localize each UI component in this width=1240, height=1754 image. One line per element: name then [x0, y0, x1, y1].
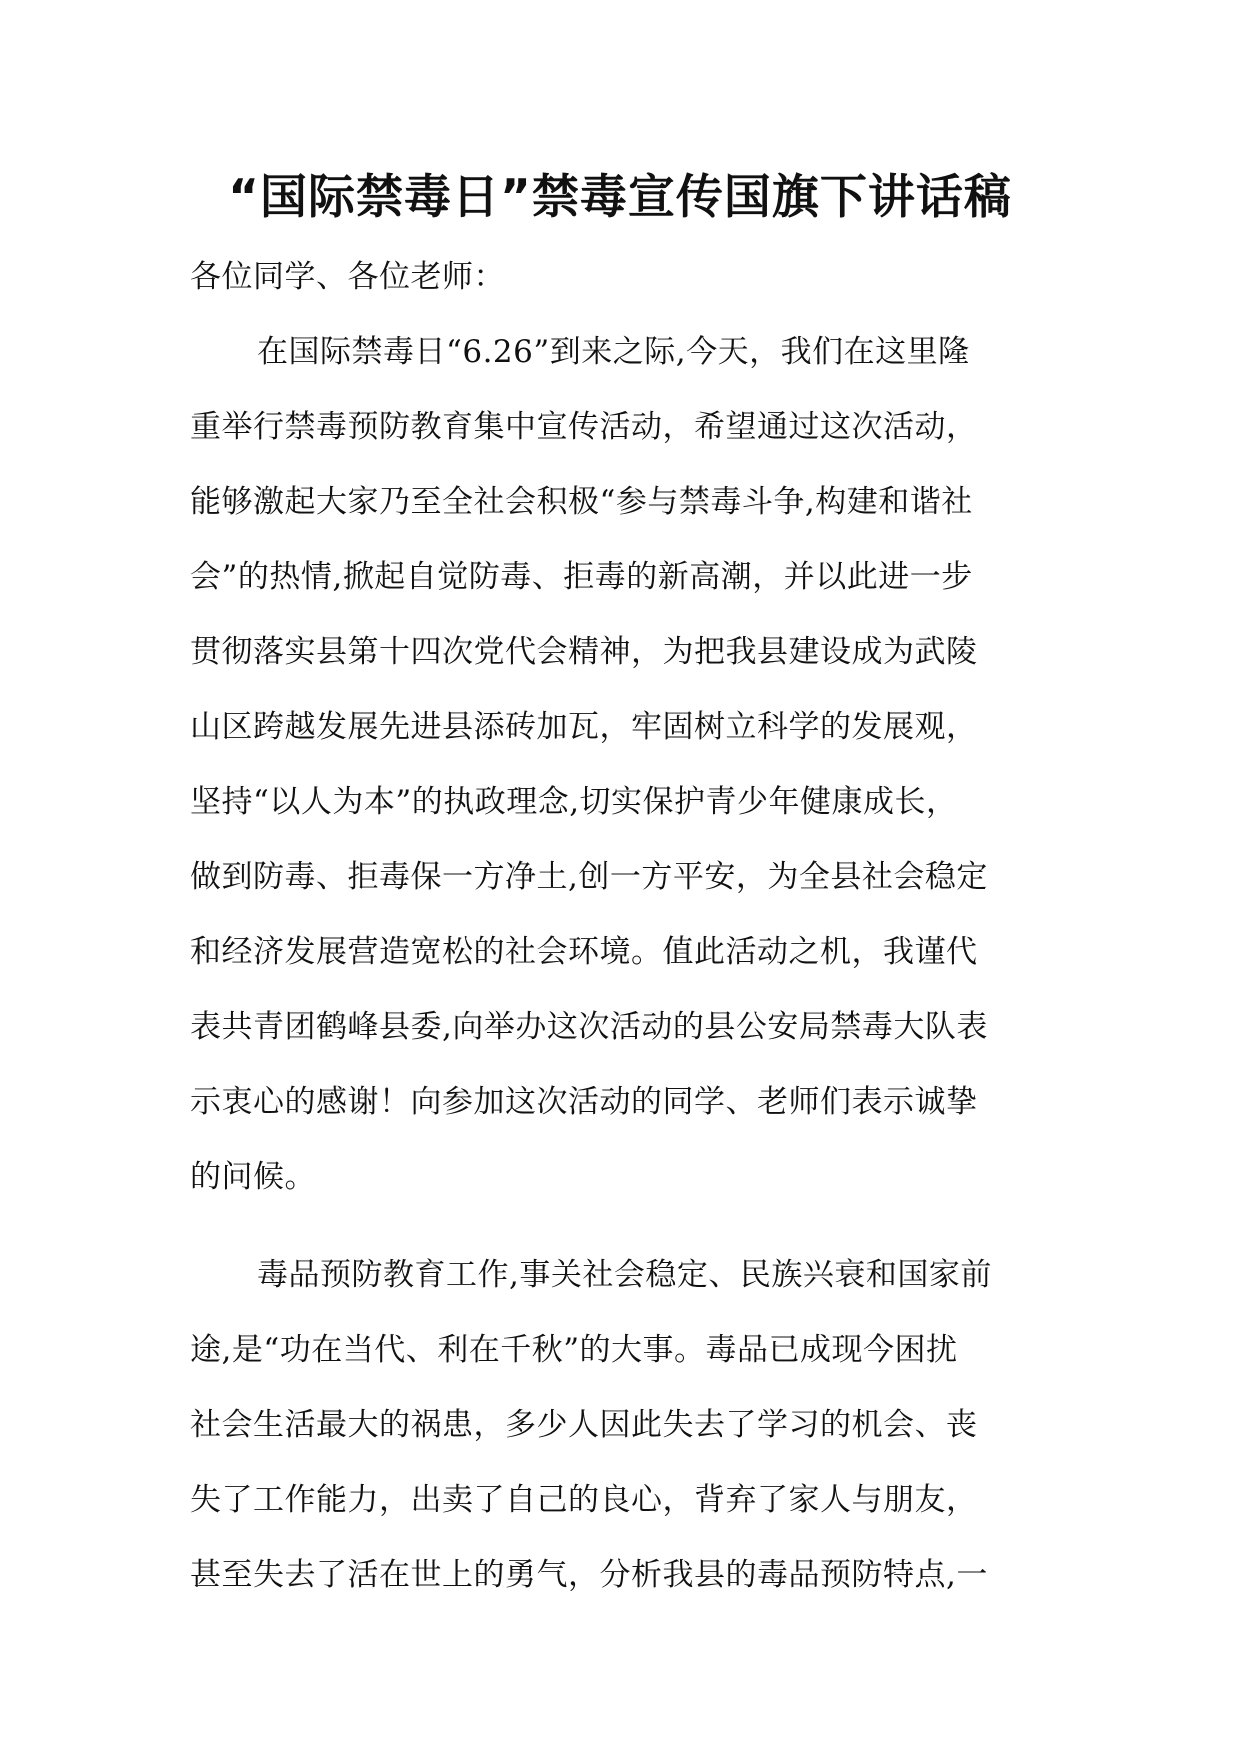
paragraph-line: 社会生活最大的祸患，多少人因此失去了学习的机会、丧	[190, 1407, 978, 1443]
paragraph-line: 途,是“功在当代、利在千秋”的大事。毒品已成现今困扰	[190, 1332, 958, 1368]
paragraph-line: 示衷心的感谢！向参加这次活动的同学、老师们表示诚挚	[190, 1084, 978, 1120]
salutation: 各位同学、各位老师：	[190, 259, 505, 295]
paragraph-line: 在国际禁毒日“6.26”到来之际,今天，我们在这里隆	[257, 334, 970, 370]
document-title: “国际禁毒日”禁毒宣传国旗下讲话稿	[228, 170, 1012, 225]
paragraph-line: 会”的热情,掀起自觉防毒、拒毒的新高潮，并以此进一步	[190, 559, 973, 595]
paragraph-line: 山区跨越发展先进县添砖加瓦，牢固树立科学的发展观，	[190, 709, 978, 745]
document-body	[190, 240, 1050, 1613]
paragraph-line: 的问候。	[190, 1159, 316, 1195]
paragraph-spacer	[190, 1215, 1050, 1238]
paragraph-line: 贯彻落实县第十四次党代会精神，为把我县建设成为武陵	[190, 634, 978, 670]
paragraph-line: 坚持“以人为本”的执政理念,切实保护青少年健康成长，	[190, 784, 958, 820]
paragraph-line: 甚至失去了活在世上的勇气，分析我县的毒品预防特点,一	[190, 1557, 988, 1593]
paragraph-line: 毒品预防教育工作,事关社会稳定、民族兴衰和国家前	[257, 1257, 992, 1293]
paragraph-line: 失了工作能力，出卖了自己的良心，背弃了家人与朋友，	[190, 1482, 978, 1518]
paragraph-line: 能够激起大家乃至全社会积极“参与禁毒斗争,构建和谐社	[190, 484, 973, 520]
paragraph-line: 重举行禁毒预防教育集中宣传活动，希望通过这次活动，	[190, 409, 978, 445]
paragraph-line: 做到防毒、拒毒保一方净土,创一方平安，为全县社会稳定	[190, 859, 988, 895]
paragraph-2	[190, 1238, 1050, 1613]
paragraph-line: 和经济发展营造宽松的社会环境。值此活动之机，我谨代	[190, 934, 978, 970]
paragraph-line: 表共青团鹤峰县委,向举办这次活动的县公安局禁毒大队表	[190, 1009, 988, 1045]
paragraph-1	[190, 315, 1050, 1215]
